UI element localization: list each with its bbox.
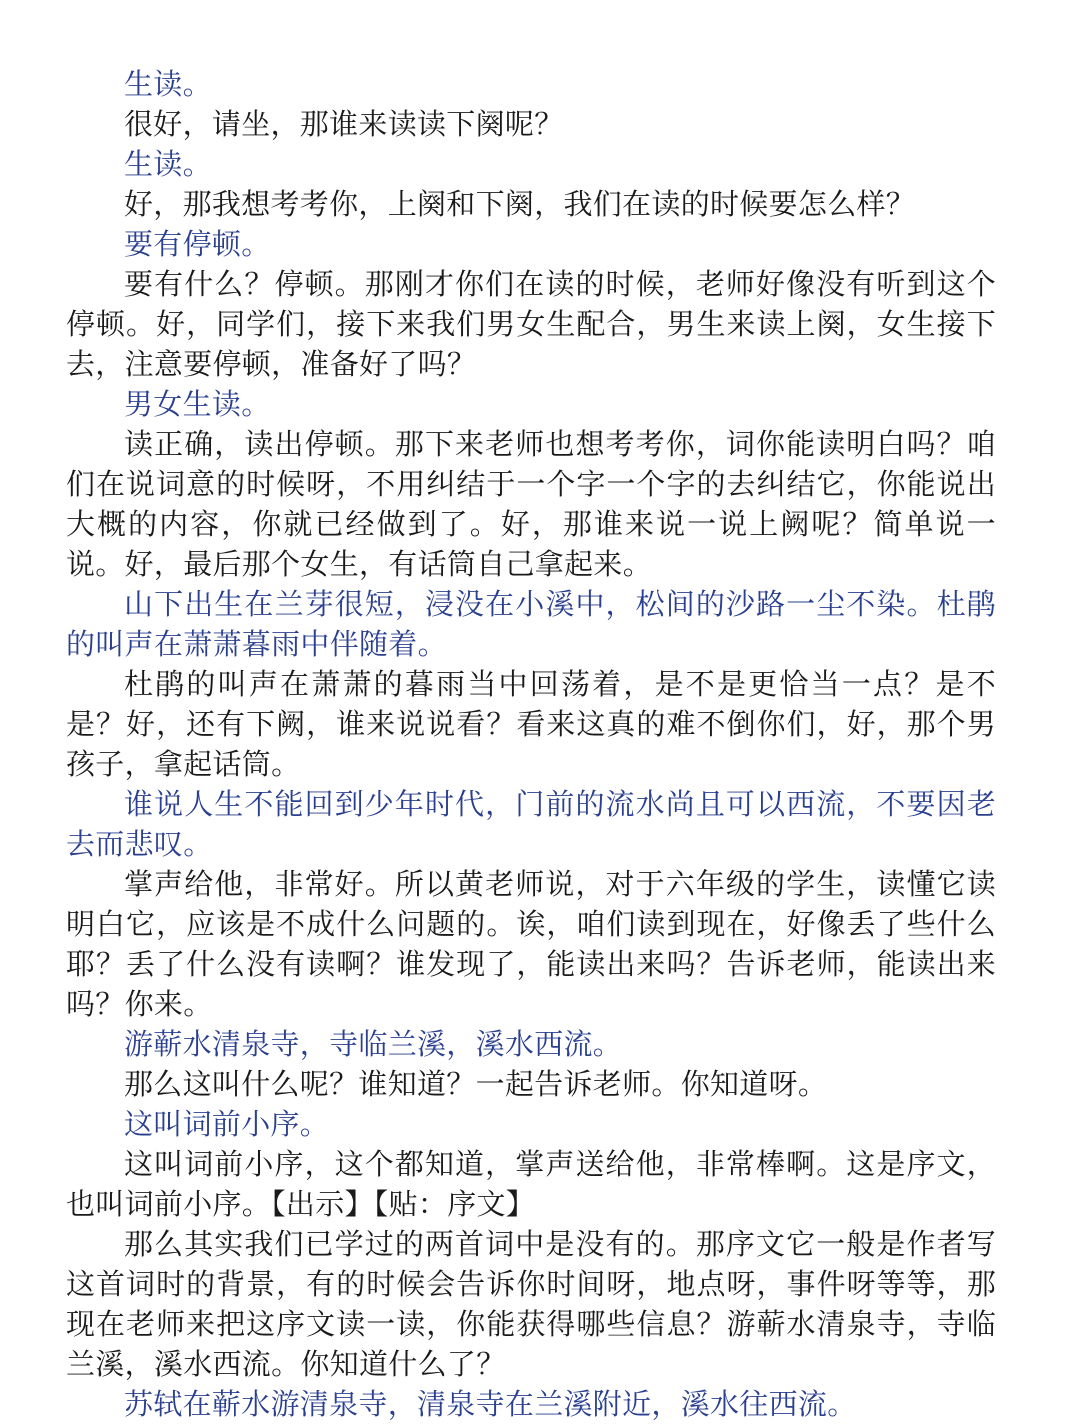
student-reply: 游蕲水清泉寺，寺临兰溪，溪水西流。 [124,1027,623,1061]
student-reply: 谁说人生不能回到少年时代，门前的流水尚且可以西流，不要因老去而悲叹。 [66,787,996,861]
student-reply: 男女生读。 [124,387,271,421]
teacher-remark: 这叫词前小序，这个都知道，掌声送给他，非常棒啊。这是序文，也叫词前小序。【出示】【贴：序文】 [66,1147,996,1221]
teacher-remark: 好，那我想考考你，上阕和下阕，我们在读的时候要怎么样？ [124,187,916,221]
teacher-remark: 那么这叫什么呢？谁知道？一起告诉老师。你知道呀。 [124,1067,828,1101]
student-reply: 要有停顿。 [124,227,271,261]
student-reply: 这叫词前小序。 [124,1107,330,1141]
teacher-remark: 那么其实我们已学过的两首词中是没有的。那序文它一般是作者写这首词时的背景，有的时候会告诉你时间呀，地点呀，事件呀等等，那现在老师来把这序文读一读，你能获得哪些信息？游蕲水清泉寺，寺临兰溪，溪水西流。你知道什么了？ [66,1227,996,1381]
teacher-remark: 要有什么？停顿。那刚才你们在读的时候，老师好像没有听到这个停顿。好，同学们，接下来我们男女生配合，男生来读上阕，女生接下去，注意要停顿，准备好了吗？ [66,267,996,381]
student-reply: 苏轼在蕲水游清泉寺，清泉寺在兰溪附近，溪水往西流。 [124,1387,857,1421]
lesson-transcript [66,64,996,1424]
teacher-remark: 很好，请坐，那谁来读读下阕呢？ [124,107,564,141]
teacher-remark: 杜鹃的叫声在萧萧的暮雨当中回荡着，是不是更恰当一点？是不是？好，还有下阙，谁来说说看？看来这真的难不倒你们，好，那个男孩子，拿起话筒。 [66,667,996,781]
student-reply: 生读。 [124,67,212,101]
student-reply: 山下出生在兰芽很短，浸没在小溪中，松间的沙路一尘不染。杜鹃的叫声在萧萧暮雨中伴随着。 [66,587,996,661]
teacher-remark: 读正确，读出停顿。那下来老师也想考考你，词你能读明白吗？咱们在说词意的时候呀，不用纠结于一个字一个字的去纠结它，你能说出大概的内容，你就已经做到了。好，那谁来说一说上阙呢？简单说一说。好，最后那个女生，有话筒自己拿起来。 [66,427,996,581]
student-reply: 生读。 [124,147,212,181]
teacher-remark: 掌声给他，非常好。所以黄老师说，对于六年级的学生，读懂它读明白它，应该是不成什么问题的。诶，咱们读到现在，好像丢了些什么耶？丢了什么没有读啊？谁发现了，能读出来吗？告诉老师，能读出来吗？你来。 [66,867,996,1021]
